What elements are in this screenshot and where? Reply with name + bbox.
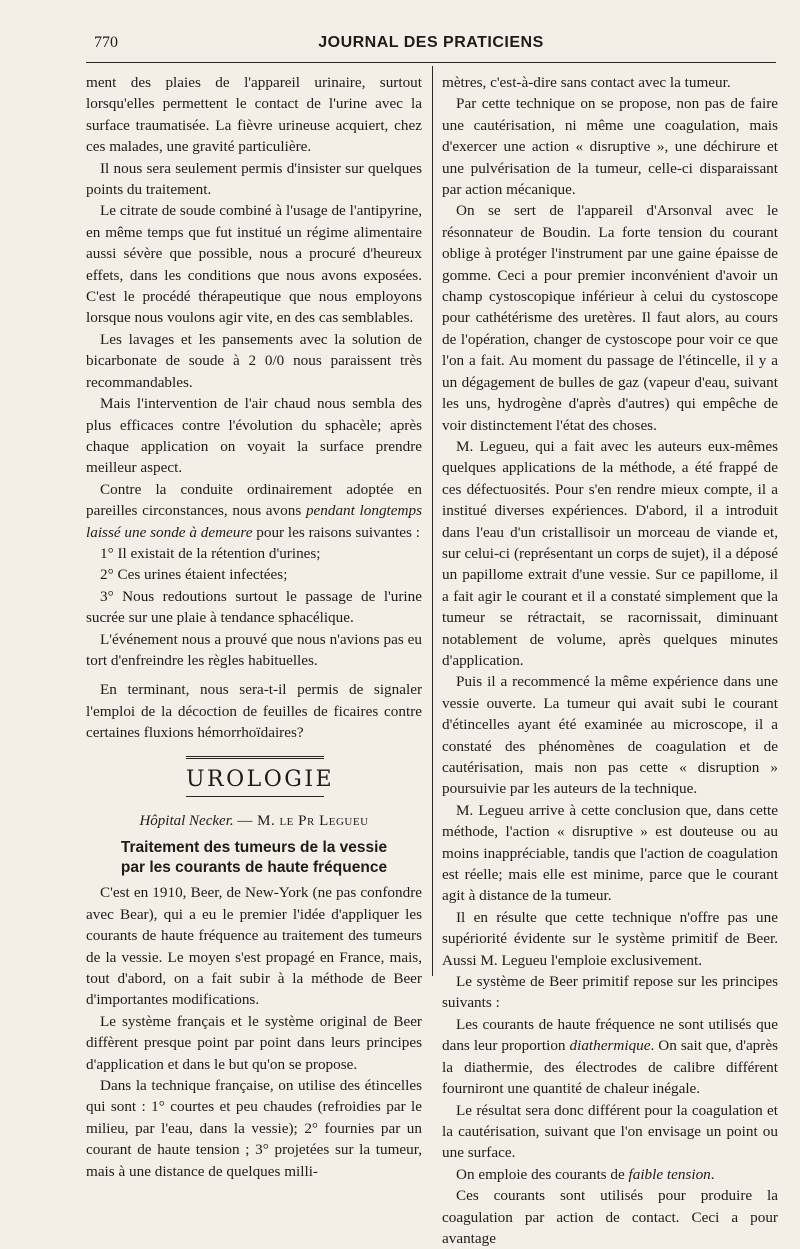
- article-title-line: par les courants de haute fréquence: [120, 859, 388, 877]
- section-rule: [186, 756, 324, 759]
- paragraph-faible: [442, 1164, 778, 1185]
- paragraph: Par cette technique on se propose, non pas de faire une cautérisation, ni même une coagulation, mais d'exercer une action « disruptive », une déchirure et une pulvérisation de la tumeur, celle-ci disparaissant par action mécanique.: [442, 95, 778, 199]
- paragraph: C'est en 1910, Beer, de New-York (ne pas confondre avec Bear), qui a eu le premier l'idée d'appliquer les courants de haute fréquence au traitement des tumeurs de la vessie. Le moyen s'est propagé en France, mais, tout d'abord, on a fait subir à la méthode de Beer d'importantes modifications.: [86, 884, 422, 1009]
- paragraph: Ces courants sont utilisés pour produire la coagulation par action de contact. Ceci a pour avantage: [442, 1187, 778, 1247]
- section-heading: UROLOGIE: [186, 766, 335, 792]
- paragraph: L'événement nous a prouvé que nous n'avions pas eu tort d'enfreindre les règles habituelles.: [86, 630, 422, 669]
- paragraph: mètres, c'est-à-dire sans contact avec la tumeur.: [442, 74, 731, 91]
- byline-hospital: Hôpital Necker.: [139, 813, 234, 829]
- paragraph: Il en résulte que cette technique n'offre pas une supériorité évidente sur le système primitif de Beer. Aussi M. Legueu l'emploie exclusivement.: [442, 908, 778, 969]
- paragraph: Les lavages et les pansements avec la solution de bicarbonate de soude à 2 0/0 nous paraissent très recommandables.: [86, 330, 422, 391]
- italic-run: pendant longtemps laissé une sonde à demeure: [86, 502, 422, 541]
- left-column: [86, 72, 422, 1182]
- italic-run: faible tension: [628, 1165, 711, 1183]
- byline-author: — M. le Pr Legueu: [237, 813, 369, 829]
- paragraph: Il nous sera seulement permis d'insister sur quelques points du traitement.: [86, 159, 422, 199]
- paragraph: Le résultat sera donc différent pour la coagulation et la cautérisation, suivant que l'on envisage un point ou une surface.: [442, 1101, 778, 1162]
- paragraph-sonde: [86, 479, 422, 543]
- right-column: [442, 72, 778, 1249]
- paragraph: On se sert de l'appareil d'Arsonval avec le résonnateur de Boudin. La forte tension du courant oblige à protéger l'instrument par une gaine épaisse de gomme. Ceci a pour premier inconvénient d'avoir un champ cystoscopique inférieur à celui du cystoscope pour cathétérisme des uretères. Il faut alors, au cours de l'opération, changer de cystoscope pour voir ce que l'on a fait. Au moment du passage de l'étincelle, il y a un dégagement de bulles de gaz (vapeur d'eau, suivant les uns, hydrogène d'après d'autres) qui empêche de voir distinctement l'état des choses.: [442, 202, 778, 434]
- list-item: 3° Nous redoutions surtout le passage de l'urine sucrée sur une plaie à tendance sphacélique.: [86, 587, 422, 627]
- paragraph: Le système français et le système original de Beer diffèrent presque point par point dans leurs principes d'application et dans le but qu'on se propose.: [86, 1012, 422, 1073]
- text-run: .: [710, 1165, 715, 1183]
- text-run: On emploie des courants de: [456, 1165, 629, 1183]
- list-item: 2° Ces urines étaient infectées;: [100, 566, 288, 584]
- paragraph: Le citrate de soude combiné à l'usage de l'antipyrine, en même temps que fut institué un régime alimentaire aussi sévère que possible, nous a procuré d'heureux effets, dans les conditions que nous avons exposées. C'est le procédé thérapeutique que nous employons lorsque nous voulons agir vite, en des cas semblables.: [86, 202, 422, 327]
- page-header: [86, 32, 776, 56]
- paragraph: ment des plaies de l'appareil urinaire, surtout lorsqu'elles permettent le contact de l'urine avec la surface traumatisée. La fièvre urineuse acquiert, chez ces malades, une gravité particulière.: [86, 74, 422, 156]
- byline: [86, 811, 422, 832]
- paragraph: M. Legueu, qui a fait avec les auteurs eux-mêmes quelques applications de la méthode, a été frappé de ces défectuosités. Pour s'en rendre mieux compte, il a institué diverses expériences. D'abord, il a introduit dans l'eau d'un cristallisoir un morceau de viande et, sur celui-ci (représentant un corps de sujet), il a déposé un papillome extrait d'une vessie. Sur ce papillome, il a fait agir le courant et il a constaté simplement que la tumeur se rétractait, se racornissait, diminuant notablement de volume, après quelques minutes d'application.: [442, 437, 778, 669]
- section-rule: [186, 796, 324, 797]
- journal-title: JOURNAL DES PRATICIENS: [318, 34, 544, 51]
- paragraph: Le système de Beer primitif repose sur les principes suivants :: [442, 973, 778, 1012]
- column-separator: [432, 66, 433, 976]
- page-number: 770: [94, 34, 118, 51]
- italic-run: diathermique: [569, 1037, 651, 1055]
- list-item: 1° Il existait de la rétention d'urines;: [100, 544, 321, 562]
- section-heading-box: [186, 756, 335, 797]
- text-run: pour les raisons suivantes :: [252, 523, 420, 541]
- text-run: Les courants de haute fréquence ne sont utilisés que dans leur proportion: [442, 1015, 778, 1055]
- text-run: . On sait que, d'après la diathermie, des électrodes de calibre différent fourniront une quantité de chaleur inégale.: [442, 1037, 778, 1098]
- article-title: [86, 838, 422, 878]
- paragraph: En terminant, nous sera-t-il permis de signaler l'emploi de la décoction de feuilles de ficaires contre certaines fluxions hémorrhoïdaires?: [86, 681, 422, 742]
- article-title-line: Traitement des tumeurs de la vessie: [120, 839, 388, 857]
- paragraph: Puis il a recommencé la même expérience dans une vessie ouverte. La tumeur qui avait subi le courant d'étincelles ayant été examinée au microscope, il a constaté des phénomènes de coagulation et de cautérisation, mais non pas cette « disruption » poursuivie par les auteurs de la technique.: [442, 673, 778, 798]
- paragraph: Mais l'intervention de l'air chaud nous sembla des plus efficaces contre l'évolution du sphacèle; après chaque application on voyait la surface prendre meilleur aspect.: [86, 395, 422, 477]
- paragraph: M. Legueu arrive à cette conclusion que, dans cette méthode, l'action « disruptive » est douteuse ou au moins inappréciable, tandis que l'action de coagulation est réelle; mais elle est minime, parce que le courant agit à distance de la tumeur.: [442, 801, 778, 905]
- paragraph: Dans la technique française, on utilise des étincelles qui sont : 1° courtes et peu chaudes (refroidies par le milieu, par l'eau, dans la vessie); 2° fournies par un courant de haute tension ; 3° projetées sur la tumeur, mais à une distance de quelques milli-: [86, 1077, 422, 1180]
- text-run: Contre la conduite ordinairement adoptée en pareilles circonstances, nous avons: [86, 480, 422, 520]
- header-rule: [86, 62, 776, 63]
- paragraph-diathermie: [442, 1014, 778, 1100]
